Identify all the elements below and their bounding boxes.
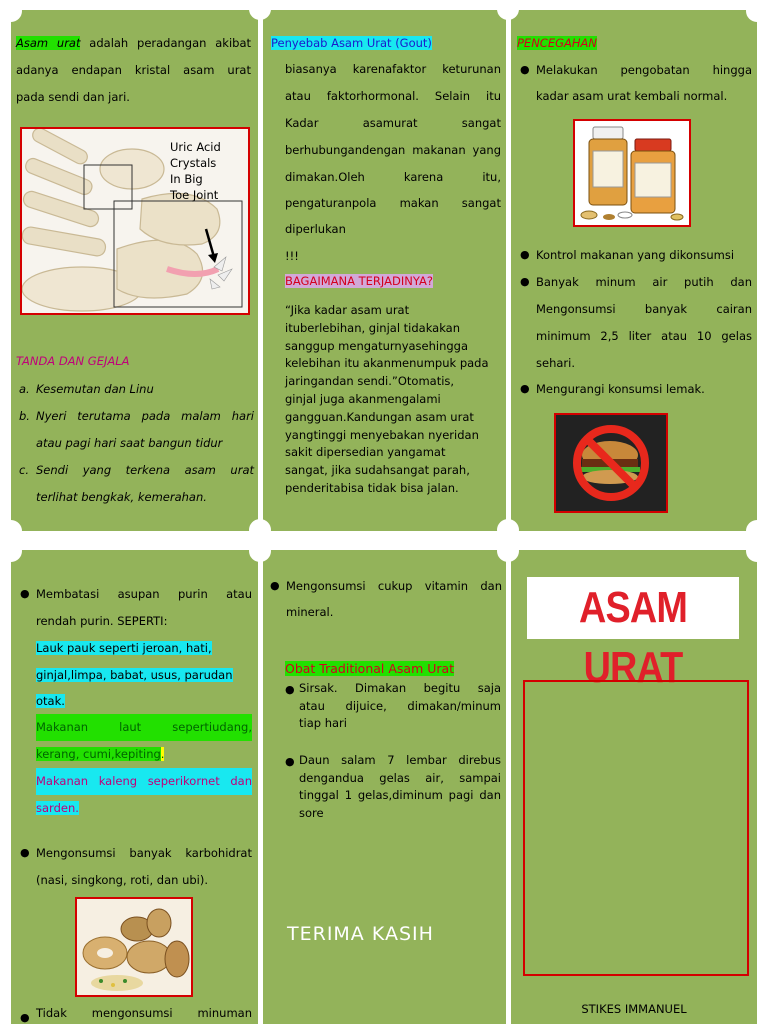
sign-b-marker: b. bbox=[19, 409, 30, 423]
purin-item-2-line-1: Mengonsumsi banyak karbohidrat bbox=[36, 846, 252, 860]
canned-line-1: Makanan kaleng seperikornet dan bbox=[36, 768, 252, 795]
panel-purin bbox=[11, 550, 258, 1024]
cover-title: ASAM URAT bbox=[579, 583, 687, 692]
panel-definition bbox=[11, 10, 258, 531]
bullet-icon: ● bbox=[20, 1011, 30, 1024]
prevention-item-3-line: Banyak minum air putih dan bbox=[536, 275, 752, 289]
bread-tubers-icon bbox=[77, 899, 191, 995]
no-fatty-food-illustration bbox=[554, 413, 668, 513]
panel-prevention bbox=[511, 10, 757, 531]
intro-line-1: Asam urat adalah peradangan akibat bbox=[16, 36, 252, 50]
bullet-icon: ● bbox=[20, 587, 30, 600]
sign-c-line-1: Sendi yang terkena asam urat bbox=[36, 463, 254, 477]
causes-heading: Penyebab Asam Urat (Gout) bbox=[271, 36, 432, 50]
organ-meat-line: Lauk pauk seperti jeroan, hati, bbox=[36, 641, 212, 655]
remedies-heading: Obat Traditional Asam Urat bbox=[285, 661, 455, 676]
seafood-line-1: Makanan laut sepertiudang, bbox=[36, 714, 252, 741]
signs-heading: TANDA DAN GEJALA bbox=[16, 354, 130, 368]
intro-line-2: adanya endapan kristal asam urat bbox=[16, 63, 251, 77]
corner-notch bbox=[249, 519, 271, 541]
corner-notch bbox=[497, 540, 519, 562]
canned-line-2: sarden. bbox=[36, 801, 79, 815]
prevention-item-4: Mengurangi konsumsi lemak. bbox=[536, 382, 705, 396]
prevention-item-3-line: Mengonsumsi banyak cairan bbox=[536, 302, 752, 316]
thank-you-text: TERIMA KASIH bbox=[287, 923, 434, 945]
uric-acid-toe-illustration bbox=[20, 127, 250, 315]
prevention-item-2: Kontrol makanan yang dikonsumsi bbox=[536, 248, 735, 262]
corner-notch bbox=[249, 540, 271, 562]
sign-c-line-2: terlihat bengkak, kemerahan. bbox=[36, 490, 207, 504]
prevention-item-3-line: sehari. bbox=[536, 356, 575, 370]
panel-cover bbox=[511, 550, 757, 1024]
cause-line: Kadar asamurat sangat bbox=[285, 116, 501, 130]
purin-item-1-line-1: Membatasi asupan purin atau bbox=[36, 587, 252, 601]
bullet-icon: ● bbox=[520, 63, 530, 76]
corner-notch bbox=[0, 520, 22, 542]
cause-line: !!! bbox=[285, 249, 299, 263]
vitamin-line-1: Mengonsumsi cukup vitamin dan bbox=[286, 579, 502, 593]
seafood-line-2: kerang, cumi,kepiting. bbox=[36, 747, 165, 761]
intro-line-3: pada sendi dan jari. bbox=[16, 90, 130, 104]
panel-causes bbox=[263, 10, 506, 531]
carbohydrate-food-illustration bbox=[75, 897, 193, 997]
intro-term: Asam urat bbox=[16, 36, 81, 50]
cause-line: diperlukan bbox=[285, 222, 346, 236]
bullet-icon: ● bbox=[270, 579, 280, 592]
bullet-icon: ● bbox=[20, 846, 30, 859]
corner-notch bbox=[746, 540, 768, 562]
medicine-bottles-illustration bbox=[573, 119, 691, 227]
sign-c-marker: c. bbox=[19, 463, 29, 477]
purin-item-1-line-2: rendah purin. SEPERTI: bbox=[36, 614, 168, 628]
purin-item-2-line-2: (nasi, singkong, roti, dan ubi). bbox=[36, 873, 209, 887]
bullet-icon: ● bbox=[520, 248, 530, 261]
sign-a: Kesemutan dan Linu bbox=[36, 382, 154, 396]
bullet-icon: ● bbox=[520, 275, 530, 288]
how-paragraph: “Jika kadar asam urat ituberlebihan, ginjal tidakakan sanggup mengaturnyasehingga kelebihan itu akanmenumpuk pada jaringandan sendi.”Otomatis, ginjal juga akanmengalami gangguan.Kandungan asam urat yangtinggi menyebakan nyeridan sakit dipersedian yangamat sangat, jika sudahsangat parah, penderitabisa tidak bisa jalan. bbox=[285, 303, 489, 495]
corner-notch bbox=[0, 540, 22, 562]
pill-bottle-icon bbox=[575, 121, 689, 225]
prevention-heading: PENCEGAHAN bbox=[517, 36, 597, 50]
cause-line: biasanya karenafaktor keturunan bbox=[285, 62, 501, 76]
sirsak-text: Sirsak. Dimakan begitu saja atau dijuice, dimakan/minum tiap hari bbox=[299, 681, 501, 730]
corner-notch bbox=[497, 519, 519, 541]
bullet-icon: ● bbox=[285, 683, 295, 696]
cause-line: atau faktorhormonal. Selain itu bbox=[285, 89, 501, 103]
cover-image-frame bbox=[523, 680, 749, 976]
caption-in-big: In Big bbox=[170, 172, 203, 186]
salam-text: Daun salam 7 lembar direbus dengandua gelas air, sampai tinggal 1 gelas,diminum pagi dan sore bbox=[299, 753, 501, 820]
sign-a-marker: a. bbox=[19, 382, 30, 396]
cause-line: pengaturanpola makan sangat bbox=[285, 196, 501, 210]
vitamin-line-2: mineral. bbox=[286, 605, 334, 619]
no-burger-icon bbox=[556, 415, 666, 511]
sign-b-line-2: atau pagi hari saat bangun tidur bbox=[36, 436, 223, 450]
cause-line: berhubungandengan makanan yang bbox=[285, 143, 501, 157]
prevention-item-1-line-1: Melakukan pengobatan hingga bbox=[536, 63, 752, 77]
cover-footer: STIKES IMMANUEL bbox=[581, 1002, 687, 1016]
organ-meat-line: ginjal,limpa, babat, usus, parudan bbox=[36, 668, 233, 682]
corner-notch bbox=[0, 0, 22, 22]
bullet-icon: ● bbox=[285, 755, 295, 768]
cause-line: dimakan.Oleh karena itu, bbox=[285, 170, 501, 184]
organ-meat-line: otak. bbox=[36, 694, 65, 708]
sign-b-line-1: Nyeri terutama pada malam hari bbox=[36, 409, 254, 423]
prevention-item-1-line-2: kadar asam urat kembali normal. bbox=[536, 89, 728, 103]
caption-toe-joint: Toe Joint bbox=[170, 188, 219, 202]
panel-remedies bbox=[263, 550, 506, 1024]
purin-item-3: Tidak mengonsumsi minuman bbox=[36, 1006, 252, 1020]
bullet-icon: ● bbox=[520, 382, 530, 395]
prevention-item-3-line: minimum 2,5 liter atau 10 gelas bbox=[536, 329, 752, 343]
corner-notch bbox=[746, 0, 768, 22]
caption-crystals: Crystals bbox=[170, 156, 217, 170]
how-heading: BAGAIMANA TERJADINYA? bbox=[285, 274, 433, 288]
caption-uric-acid: Uric Acid bbox=[170, 140, 221, 154]
corner-notch bbox=[746, 520, 768, 542]
